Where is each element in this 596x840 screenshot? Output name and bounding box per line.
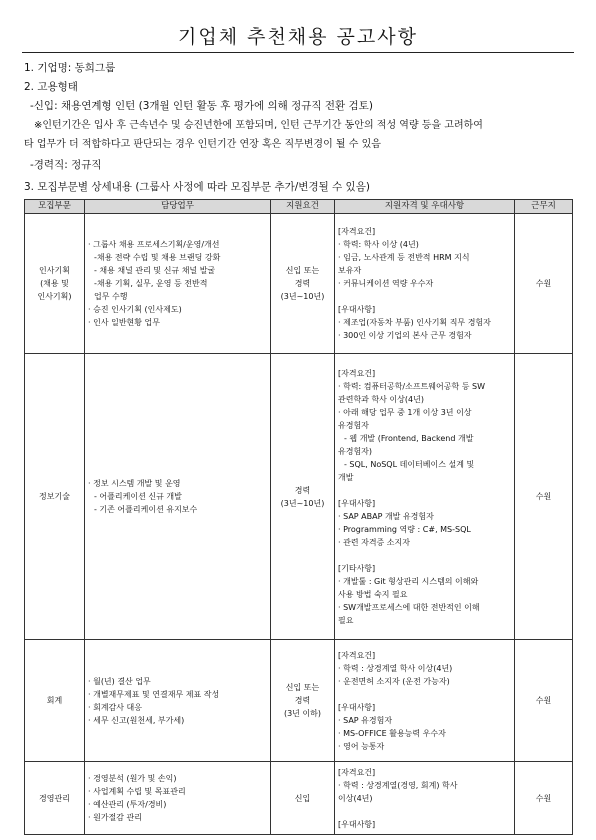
- header-duties: 담당업무: [85, 200, 271, 214]
- quals-line: 유경험자): [338, 446, 373, 456]
- duties-line: · 그룹사 채용 프로세스기획/운영/개선: [88, 240, 220, 249]
- quals-line: · 개발툴 : Git 형상관리 시스템의 이해와: [338, 576, 479, 586]
- quals-line: · MS-OFFICE 활용능력 우수자: [338, 728, 446, 738]
- duties-line: · 경영분석 (원가 및 손익): [88, 774, 177, 783]
- quals-line: [우대사항]: [338, 819, 376, 829]
- dept-cell: [25, 762, 85, 835]
- duties-line: · 세무 신고(원천세, 부가세): [88, 715, 185, 725]
- table-row: [25, 640, 573, 762]
- quals-line: · 운전면허 소지자 (운전 가능자): [338, 676, 450, 686]
- dept-line: 회계: [46, 696, 63, 705]
- requirement-cell: [271, 762, 335, 835]
- location-cell: 수원: [515, 354, 573, 640]
- dept-line: 인사기획): [37, 292, 72, 301]
- quals-line: [우대사항]: [338, 702, 376, 712]
- header-qualifications: 지원자격 및 우대사항: [335, 200, 515, 214]
- quals-line: 보유자: [338, 266, 362, 275]
- quals-line: - SQL, NoSQL 데이터베이스 설계 및: [344, 459, 475, 469]
- quals-line: [338, 549, 511, 562]
- dept-line: 정보기술: [39, 492, 70, 501]
- dept-line: (채용 및: [40, 279, 69, 288]
- qualifications-cell: [335, 640, 515, 762]
- quals-line: · SW개발프로세스에 대한 전반적인 이해: [338, 602, 480, 612]
- qualifications-cell: [335, 762, 515, 835]
- quals-line: · 아래 해당 업무 중 1개 이상 3년 이상: [338, 407, 472, 417]
- title-underline: [22, 52, 574, 53]
- quals-line: [자격요건]: [338, 767, 376, 777]
- duties-line: · 회계감사 대응: [88, 702, 142, 712]
- requirement-cell: [271, 640, 335, 762]
- quals-line: · 300인 이상 기업의 본사 근무 경험자: [338, 331, 472, 340]
- duties-line: - 채용 채널 관리 및 신규 채널 발굴: [94, 266, 216, 275]
- duties-line: · 월(년) 결산 업무: [88, 676, 151, 686]
- duties-line: 업무 수행: [94, 292, 128, 301]
- header-dept: 모집부문: [25, 200, 85, 214]
- table-row: [25, 354, 573, 640]
- quals-line: [우대사항]: [338, 498, 376, 508]
- quals-line: · 학력: 컴퓨터공학/소프트웨어공학 등 SW: [338, 381, 486, 391]
- quals-line: · 제조업(자동차 부품) 인사기획 직무 경험자: [338, 318, 491, 327]
- req-line: 신입 또는: [285, 266, 320, 275]
- quals-line: · 커뮤니케이션 역량 우수자: [338, 279, 434, 288]
- header-location: 근무지: [515, 200, 573, 214]
- employment-note: ※인턴기간은 입사 후 근속년수 및 승진년한에 포함되며, 인턴 근무기간 동안의 적성 역량 등을 고려하여: [34, 120, 483, 131]
- duties-line: · 예산관리 (투자/경비): [88, 800, 167, 809]
- duties-line: · 승진 인사기획 (인사제도): [88, 305, 182, 314]
- quals-line: · Programming 역량 : C#, MS-SQL: [338, 524, 471, 534]
- quals-line: · 학력 : 상경계열 학사 이상(4년): [338, 663, 453, 673]
- requirement-cell: [271, 214, 335, 354]
- location-cell: 수원: [515, 214, 573, 354]
- quals-line: · 영어 능통자: [338, 741, 385, 751]
- quals-line: 사용 방법 숙지 필요: [338, 589, 408, 599]
- qualifications-cell: [335, 354, 515, 640]
- table-header-row: [25, 200, 573, 214]
- quals-line: [기타사항]: [338, 563, 376, 573]
- dept-line: 경영관리: [39, 793, 70, 803]
- req-line: 신입 또는: [285, 683, 320, 692]
- duties-line: · 사업계획 수립 및 목표관리: [88, 787, 186, 796]
- quals-line: [338, 290, 511, 303]
- duties-cell: [85, 214, 271, 354]
- quals-line: [자격요건]: [338, 650, 376, 660]
- duties-cell: [85, 640, 271, 762]
- qualifications-cell: [335, 214, 515, 354]
- quals-line: 유경험자: [338, 420, 369, 430]
- quals-line: · 관련 자격증 소지자: [338, 537, 410, 547]
- req-line: 경력: [294, 696, 311, 705]
- req-line: 경력: [294, 485, 311, 495]
- quals-line: - 웹 개발 (Frontend, Backend 개발: [344, 433, 474, 443]
- quals-line: · 학력: 학사 이상 (4년): [338, 240, 419, 249]
- duties-line: -채용 전략 수립 및 채용 브랜딩 강화: [94, 253, 221, 262]
- location-cell: 수원: [515, 640, 573, 762]
- duties-cell: [85, 762, 271, 835]
- section-employment: 2. 고용형태: [24, 81, 78, 93]
- quals-line: · 임금, 노사관계 등 전반적 HRM 지식: [338, 253, 470, 262]
- duties-line: · 인사 일반현황 업무: [88, 318, 160, 327]
- recruitment-table: [24, 199, 573, 835]
- quals-line: [자격요건]: [338, 368, 376, 378]
- req-line: (3년~10년): [280, 292, 325, 301]
- duties-line: - 어플리케이션 신규 개발: [94, 492, 182, 501]
- location-cell: 수원: [515, 762, 573, 835]
- duties-line: · 원가절감 관리: [88, 813, 142, 822]
- table-row: [25, 762, 573, 835]
- quals-line: [우대사항]: [338, 305, 376, 314]
- section-details: 3. 모집부문별 상세내용 (그룹사 사정에 따라 모집부문 추가/변경될 수 있음): [24, 181, 370, 193]
- dept-cell: [25, 354, 85, 640]
- requirement-cell: [271, 354, 335, 640]
- duties-line: - 기존 어플리케이션 유지보수: [94, 505, 198, 514]
- dept-line: 인사기획: [39, 266, 70, 275]
- req-line: 경력: [294, 279, 311, 288]
- duties-line: -채용 기획, 실무, 운영 등 전반적: [94, 279, 208, 288]
- duties-line: · 개별재무제표 및 연결재무 제표 작성: [88, 689, 220, 699]
- quals-line: · SAP 유경험자: [338, 715, 393, 725]
- req-line: (3년 이하): [283, 709, 322, 718]
- page-title: 기업체 추천채용 공고사항: [178, 26, 418, 48]
- quals-line: [338, 688, 511, 701]
- employment-newcomer: -신입: 채용연계형 인턴 (3개월 인턴 활동 후 평가에 의해 정규직 전환 검토): [30, 100, 373, 112]
- quals-line: [338, 484, 511, 497]
- quals-line: [자격요건]: [338, 227, 376, 236]
- section-company: 1. 기업명: 동희그룹: [24, 62, 116, 74]
- quals-line: 관련학과 학사 이상(4년): [338, 394, 424, 404]
- quals-line: [338, 805, 511, 818]
- dept-cell: [25, 640, 85, 762]
- req-line: 신입: [294, 793, 311, 803]
- quals-line: 개발: [338, 472, 354, 482]
- duties-cell: [85, 354, 271, 640]
- employment-note-cont: 타 업무가 더 적합하다고 판단되는 경우 인턴기간 연장 혹은 직무변경이 될 수 있음: [24, 139, 381, 150]
- table-row: [25, 214, 573, 354]
- employment-experienced: -경력직: 정규직: [30, 159, 102, 171]
- req-line: (3년~10년): [280, 498, 325, 508]
- quals-line: 필요: [338, 615, 354, 625]
- quals-line: 이상(4년): [338, 793, 373, 803]
- quals-line: · SAP ABAP 개발 유경험자: [338, 511, 434, 521]
- quals-line: · 학력 : 상경계열(경영, 회계) 학사: [338, 780, 458, 790]
- dept-cell: [25, 214, 85, 354]
- header-requirement: 지원요건: [271, 200, 335, 214]
- duties-line: · 정보 시스템 개발 및 운영: [88, 479, 181, 488]
